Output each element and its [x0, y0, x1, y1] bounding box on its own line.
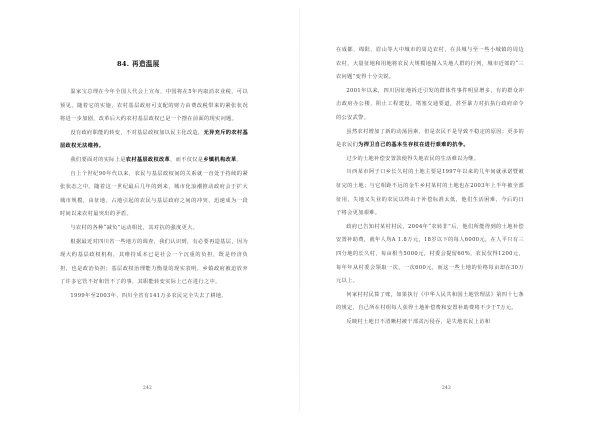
- paragraph-text: 根据最近对四川省一些地方的调查，我们认识到，有必要再造基层，因为现大约基层政权机构，其维持成本已是社会一个沉重的负担，既是经济负担，也是政治负担；基层政权治理能力衡量的现实表明，乡镇政府被迫放弃了许多它管不好和管不了的事，其职能转变实际上已在进行之中。: [60, 238, 248, 286]
- body-paragraph: [336, 289, 524, 316]
- paragraph-text: 1999年至2003年，四川全省有141万多农民完全失去了耕地，: [70, 292, 227, 299]
- paragraph-text: 2001年以来，四川因征地拆迁引发的群体性事件明显增多，有的群众冲击政府办公楼，阻止工程建设，堵塞交通要道，甚至暴力对抗执行政府命令的公安武警。: [336, 87, 524, 121]
- right-text-column: [336, 44, 524, 329]
- emphasized-text: 为捍卫自己的基本生存权在进行艰难的抗争。: [358, 142, 469, 149]
- body-paragraph: [60, 236, 248, 290]
- paragraph-text: ，而不仅仅是: [170, 156, 204, 163]
- body-paragraph: [336, 126, 524, 153]
- body-paragraph: [336, 44, 524, 85]
- emphasized-text: 乡镇机构改革: [203, 156, 237, 163]
- paragraph-text: 在成都、绵阳、眉山等大中城市的周边农村，在县城与至一些小城镇的周边农村，大量征地和用地将农民大规模地抛入失地人群的行列，城市近郊的“三农问题”变得十分尖锐。: [336, 47, 524, 81]
- left-text-column: [60, 86, 248, 304]
- paragraph-text: 虽然农村增加了新的动荡因素，但是农民不是导致不稳定的原因；更多的是农民们: [336, 128, 524, 149]
- page-number-right: 243: [442, 386, 451, 391]
- paragraph-text: 没有政府职能的转变，不对基层政权加以民主化改造，: [70, 129, 204, 136]
- paragraph-text: 我们要面对的实际上是: [70, 156, 126, 163]
- body-paragraph: [60, 86, 248, 127]
- body-paragraph: [60, 127, 248, 154]
- paragraph-text: 反映村土地日不清晰村被干部贪污侵吞，是失地农民上访和: [346, 318, 491, 325]
- paragraph-text: 政府已告知村某村村民，2004年“农转非”后，他们所能得到的土地补偿安置补助费，就年人均A 1.8万元，18岁以下的每人6000元，在人平只有三四分地的长久村，每亩相当5000元，村委会提留60%，农民仅得1200元，每年年从村委会领取一次，一次600元，而这一些土地的价格每亩却在30万元以上。: [336, 223, 524, 285]
- emphasized-text: 无异充斥的农村基层政权无法维持。: [60, 129, 248, 150]
- paragraph-text: 过少的土地补偿安置款使得失地农民的生活难以为继。: [346, 155, 480, 162]
- paragraph-text: 。: [236, 156, 243, 163]
- body-paragraph: [336, 85, 524, 126]
- paragraph-text: 温家宝总理在今年全国人代会上宣布，中国将在5年内取消农业税，可以预见，随着它的实施，农村基层政府可支配的财力由费改税带来的紧张状况将进一步加剧，改革后大约农村基层政权已是一个摆在前面的现实问题。: [60, 89, 248, 123]
- emphasized-text: 农村基层政权改革: [125, 156, 171, 163]
- body-paragraph: [336, 221, 524, 289]
- right-page: [300, 0, 600, 421]
- body-paragraph: [60, 222, 248, 236]
- chapter-title: 84. 再造温展: [117, 60, 160, 68]
- page-number-left: 242: [143, 386, 152, 391]
- paragraph-text: 川西某市阿子口乡长久村的土地主要是1997年以来的几年间就承诺暨被征完的土地；与它相距不远的金牛乡村某村的土地也在2003年上半年被全部征用，失地又失业的农民以终由于补偿标准太低，他们生活困难，今后的日子将会更加艰难。: [336, 169, 524, 217]
- paragraph-text: 何家村村民算了账，如果执行《中华人民共和国土地管理法》第四十七条的规定，自己所在村组每人获得土地补偿费和安置补助费将不少于7万元。: [336, 291, 524, 312]
- body-paragraph: [336, 316, 524, 330]
- body-paragraph: [60, 168, 248, 222]
- paragraph-text: 与农村的各种“减负”运动相比，其对抗的强度更大。: [70, 224, 199, 231]
- paragraph-text: 自上个世纪90年代以来，农民与基层政权间的关系就一直处于持续的紧张状态之中。随着这一世纪最后几年的到来，城市化浪潮推动政府会于扩大城市规模，由征地、占地引起的农民与基层政府之间的冲突，迅速成为一段时间以来农村最突出的矛盾。: [60, 170, 248, 218]
- body-paragraph: [60, 154, 248, 168]
- body-paragraph: [60, 290, 248, 304]
- body-paragraph: [336, 153, 524, 167]
- body-paragraph: [336, 166, 524, 220]
